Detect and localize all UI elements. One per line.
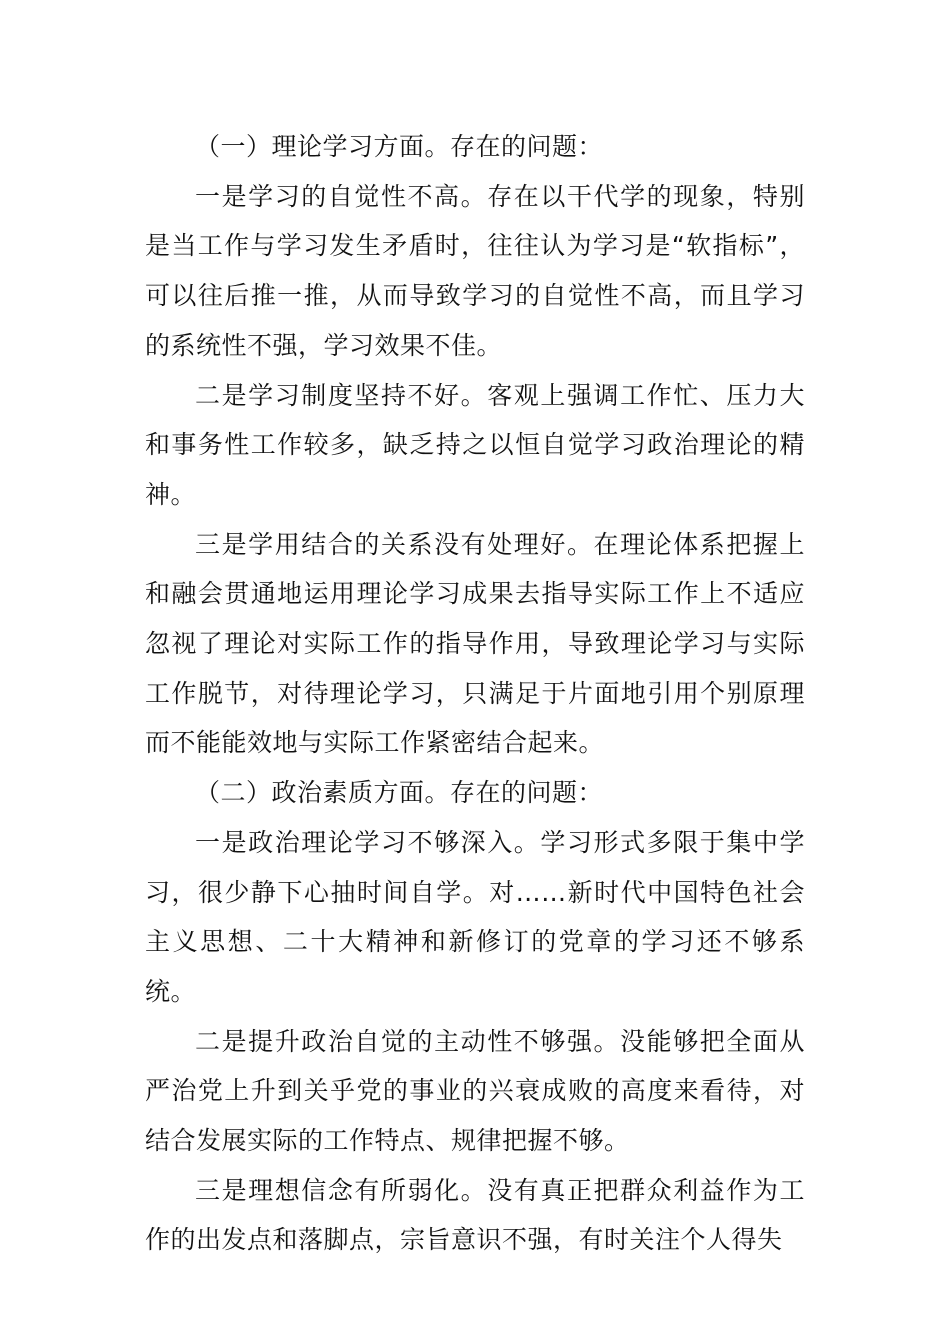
section-heading-theory-study: （一）理论学习方面。存在的问题： [195, 132, 604, 161]
paragraph-study-consciousness: 一是学习的自觉性不高。存在以干代学的现象，特别是当工作与学习发生矛盾时，往往认为学习是“软指标”，可以往后推一推，从而导致学习的自觉性不高，而且学习的系统性不强，学习效果不佳。 [145, 181, 805, 360]
paragraph-study-system: 二是学习制度坚持不好。客观上强调工作忙、压力大和事务性工作较多，缺乏持之以恒自觉学习政治理论的精神。 [145, 380, 805, 509]
paragraph-ideals-belief: 三是理想信念有所弱化。没有真正把群众利益作为工作的出发点和落脚点，宗旨意识不强，有时关注个人得失 [145, 1175, 805, 1255]
paragraph-political-study: 一是政治理论学习不够深入。学习形式多限于集中学习，很少静下心抽时间自学。对……新时代中国特色社会主义思想、二十大精神和新修订的党章的学习还不够系统。 [145, 827, 805, 1006]
paragraph-political-awareness: 二是提升政治自觉的主动性不够强。没能够把全面从严治党上升到关乎党的事业的兴衰成败的高度来看待，对结合发展实际的工作特点、规律把握不够。 [145, 1026, 805, 1156]
section-heading-political-quality: （二）政治素质方面。存在的问题： [195, 778, 604, 808]
paragraph-study-application: 三是学用结合的关系没有处理好。在理论体系把握上和融会贯通地运用理论学习成果去指导实际工作上不适应忽视了理论对实际工作的指导作用，导致理论学习与实际工作脱节，对待理论学习，只满足于片面地引用个别原理而不能能效地与实际工作紧密结合起来。 [145, 529, 805, 758]
document-body [145, 122, 805, 1265]
